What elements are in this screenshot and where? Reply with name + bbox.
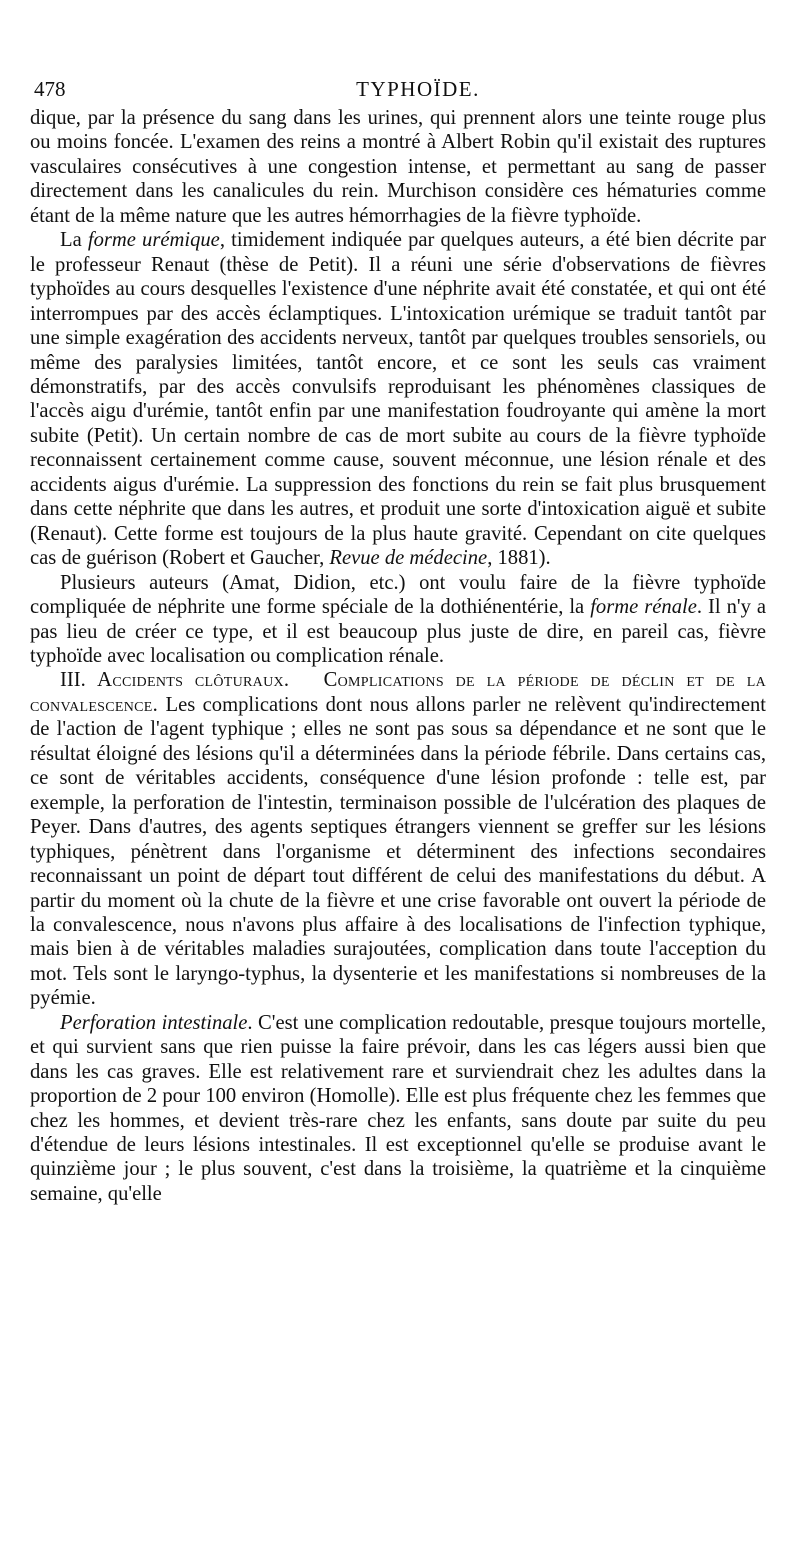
paragraph-body: , timidement indiquée par quelques auteurs, a été bien décrite par le professeur Renaut (thèse de Petit). Il a réuni une série d'observations de fièvres typhoïdes au cours desquelles l'existence d'une néphrite avait été constatée, et qui ont été interrompues par des accès éclamptiques. L'intoxication urémique se traduit tantôt par une simple exagération des accidents nerveux, tantôt par quelques troubles sensoriels, ou même des paralysies limitées, tantôt encore, et ce sont les seuls cas vraiment démonstratifs, par des accès convulsifs reproduisant les phénomènes classiques de l'accès aigu d'urémie, tantôt enfin par une manifestation foudroyante qui amène la mort subite (Petit). Un certain nombre de cas de mort subite au cours de la fièvre typhoïde reconnaissent certainement comme cause, souvent méconnue, une lésion rénale et des accidents aigus d'urémie. La suppression des fonctions du rein se fait plus brusquement dans cette néphrite que dans les autres, et produit une sorte d'intoxication aiguë et subite (Renaut). Cette forme est toujours de la plus haute gravité. Cependant on cite quelques cas de guérison (Robert et Gaucher, — [30, 229, 767, 570]
paragraph-closing-accidents — [30, 668, 766, 1010]
paragraph-uremic-form — [30, 228, 766, 570]
paragraph-body: Plusieurs auteurs (Amat, Didion, etc.) ont voulu faire de la fièvre typhoïde compliquée de néphrite une forme spéciale de la dothiénentérie, la — [30, 571, 766, 619]
term-uremic-form: forme urémique — [87, 229, 220, 252]
paragraph-renal-form — [30, 571, 766, 669]
term-intestinal-perforation: Perforation intestinale — [60, 1011, 248, 1034]
term-renal-form: forme rénale — [590, 596, 697, 619]
paragraph-body: Les complications dont nous allons parler ne relèvent qu'indirectement de l'action de l'agent typhique ; elles ne sont pas sous sa dépendance et ne sont que le résultat éloigné des lésions qu'il a déterminées dans la période fébrile. Dans certains cas, ce sont de véritables accidents, conséquence d'une lésion profonde : telle est, par exemple, la perforation de l'intestin, terminaison possible de l'ulcération des plaques de Peyer. Dans d'autres, des agents septiques étrangers viennent se greffer sur les lésions typhiques, pénètrent dans l'organisme et déterminent des infections secondaires reconnaissant un point de départ tout différent de celui des manifestations du début. A partir du moment où la chute de la fièvre et une crise favorable ont ouvert la période de la convalescence, nous n'avons plus affaire à des localisations de l'infection typhique, mais bien à de véritables maladies surajoutées, complication dans toute l'acception du mot. Tels sont le laryngo-typhus, la dysenterie et les manifestations si nombreuses de la pyémie. — [30, 693, 766, 1010]
paragraph-lead: La — [60, 229, 88, 252]
body-text — [30, 106, 766, 1206]
paragraph-body-end: , 1881). — [487, 547, 551, 570]
running-title: TYPHOÏDE. — [356, 77, 480, 101]
book-page — [30, 72, 766, 1206]
paragraph-intestinal-perforation — [30, 1011, 766, 1207]
journal-title: Revue de médecine — [329, 547, 488, 570]
paragraph-body: . C'est une complication redoutable, presque toujours mortelle, et qui survient sans que rien puisse la faire prévoir, dans les cas légers aussi bien que dans les cas graves. Elle est relativement rare et surviendrait chez les adultes dans la proportion de 2 pour 100 environ (Homolle). Elle est plus fréquente chez les femmes que chez les hommes, et devient très-rare chez les enfants, sans doute par suite du peu d'étendue de leurs lésions intestinales. Il est exceptionnel qu'elle se produise avant le quinzième jour ; le plus souvent, c'est dans la troisième, la quatrième et la cinquième semaine, qu'elle — [30, 1011, 766, 1205]
section-heading-accidents: Accidents clôturaux. — [97, 669, 290, 692]
paragraph-body-end: . Il n'y a pas lieu de créer ce type, et il est beaucoup plus juste de dire, en pareil cas, fièvre typhoïde avec localisation ou complication rénale. — [30, 596, 766, 667]
running-head — [30, 72, 766, 106]
paragraph-hematuria: dique, par la présence du sang dans les urines, qui prennent alors une teinte rouge plus ou moins foncée. L'examen des reins a montré à Albert Robin qu'il existait des ruptures vasculaires consécutives à une congestion intense, et permettant au sang de passer directement dans les canalicules du rein. Murchison considère ces hématuries comme étant de la même nature que les autres hémorrhagies de la fièvre typhoïde. — [30, 107, 766, 227]
section-heading-complications: Complications de la période de déclin et de la convalescence. — [30, 669, 766, 716]
page-number: 478 — [34, 77, 66, 101]
section-numeral: III. — [60, 669, 98, 692]
